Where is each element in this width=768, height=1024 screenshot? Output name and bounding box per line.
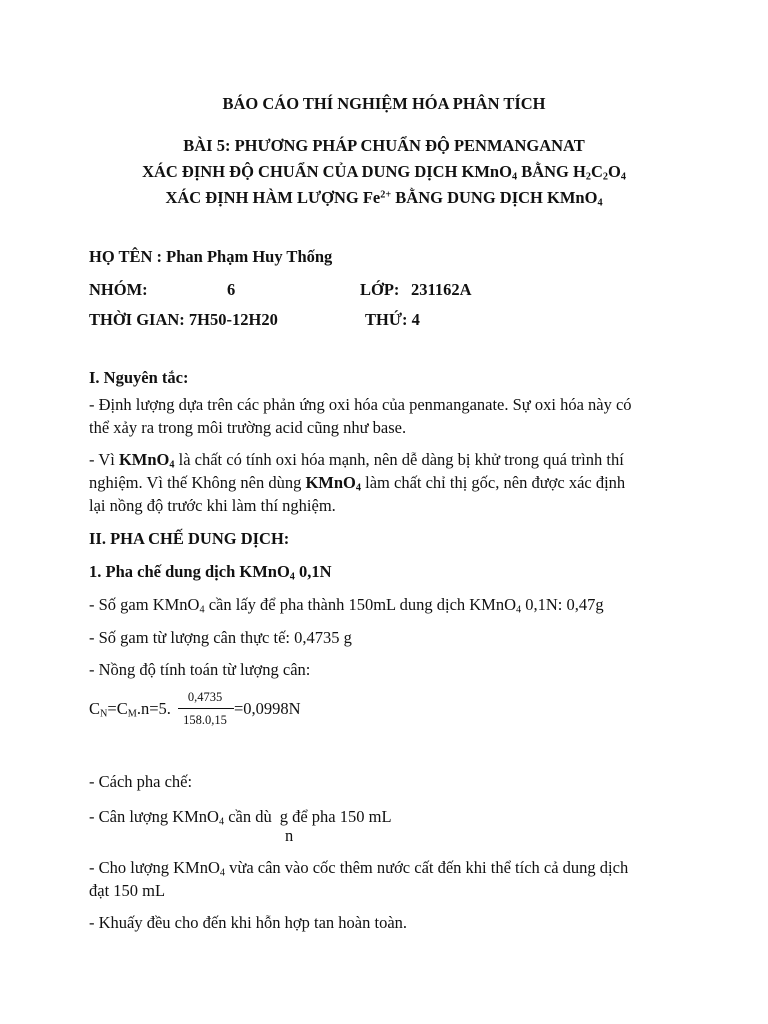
section-1-p1-line2-text: thể xảy ra trong môi trường acid cũng như base.	[89, 418, 407, 437]
section-2-subheading	[89, 562, 332, 582]
section-2-heading	[89, 529, 289, 549]
p2-line2-pre: nghiệm. Vì thế Không nên dùng	[89, 473, 306, 492]
superscript-charge: 2+	[380, 189, 392, 201]
subtitle-2	[0, 188, 768, 208]
section-2-heading-text: II. PHA CHẾ DUNG DỊCH:	[89, 529, 290, 548]
subtitle-2-suffix: BẰNG DUNG DỊCH KMnO	[391, 188, 598, 207]
subheading-pre: 1. Pha chế dung dịch KMnO	[89, 562, 290, 581]
subtitle-1-prefix: XÁC ĐỊNH ĐỘ CHUẨN CỦA DUNG DỊCH KMnO	[142, 162, 512, 181]
bullet-5-under	[285, 826, 293, 846]
section-1-p2-line3	[89, 496, 336, 516]
bullet-5-post: g để pha 150 mL	[279, 807, 392, 826]
group-label-text: NHÓM:	[89, 280, 148, 299]
section-1-p1-line1-text: - Định lượng dựa trên các phản ứng oxi hóa của penmanganate. Sự oxi hóa này có	[89, 395, 632, 414]
subscript-4e: 4	[355, 482, 361, 494]
bullet-2	[89, 628, 352, 648]
bullet-5-pre: - Cân lượng KMnO	[89, 807, 219, 826]
subtitle-1-oxygen: O	[607, 162, 621, 181]
bullet-1-end: 0,1N: 0,47g	[521, 595, 604, 614]
group-value	[227, 280, 235, 300]
bullet-4-text: - Cách pha chế:	[89, 772, 193, 791]
student-name-text: HỌ TÊN : Phan Phạm Huy Thống	[89, 247, 333, 266]
formula-numerator	[176, 690, 234, 704]
lesson-title-text: BÀI 5: PHƯƠNG PHÁP CHUẨN ĐỘ PENMANGANAT	[183, 136, 585, 155]
section-1-p1-line1	[89, 395, 632, 415]
bullet-5-mid: cần dù	[224, 807, 272, 826]
bullet-7	[89, 913, 407, 933]
report-title-text: BÁO CÁO THÍ NGHIỆM HÓA PHÂN TÍCH	[222, 94, 546, 113]
p2-line3-text: lại nồng độ trước khi làm thí nghiệm.	[89, 496, 336, 515]
subtitle-2-prefix: XÁC ĐỊNH HÀM LƯỢNG Fe	[165, 188, 381, 207]
bullet-6	[89, 858, 628, 878]
bullet-1-post: cần lấy để pha thành 150mL dung dịch KMnO	[204, 595, 517, 614]
class-label	[360, 280, 399, 300]
day-label-text: THỨ: 4	[365, 310, 420, 329]
p2-line1-bold: KMnO	[118, 450, 170, 469]
subtitle-1-mid: BẰNG H	[517, 162, 586, 181]
subscript-4h: 4	[516, 604, 522, 616]
section-1-p1-line2	[89, 418, 406, 438]
subscript-4b: 4	[620, 171, 626, 183]
formula-c: C	[89, 699, 101, 718]
bullet-5	[89, 807, 392, 827]
time-label-text: THỜI GIAN: 7H50-12H20	[89, 310, 278, 329]
bullet-6-line2-text: đạt 150 mL	[89, 881, 166, 900]
subtitle-1-carbon: C	[590, 162, 603, 181]
class-label-text: LỚP:	[360, 280, 400, 299]
section-1-p2-line1	[89, 450, 624, 470]
fraction-bar	[178, 708, 234, 709]
subscript-4g: 4	[199, 604, 205, 616]
subscript-2: 2	[585, 171, 591, 183]
section-1-heading	[89, 368, 188, 388]
subscript-4c: 4	[597, 197, 603, 209]
class-value-text: 231162A	[411, 280, 472, 299]
bullet-1-pre: - Số gam KMnO	[89, 595, 200, 614]
formula-result	[234, 699, 301, 719]
subscript-4i: 4	[218, 816, 225, 828]
report-title	[0, 94, 768, 114]
bullet-6-pre: - Cho lượng KMnO	[89, 858, 220, 877]
subscript-2b: 2	[602, 171, 608, 183]
subtitle-1	[0, 162, 768, 182]
subscript-4f: 4	[289, 571, 295, 583]
subscript-4d: 4	[169, 459, 175, 471]
bullet-4	[89, 772, 192, 792]
class-value	[411, 280, 472, 300]
formula-sub-n: N	[100, 708, 108, 720]
section-1-heading-text: I. Nguyên tắc:	[89, 368, 189, 387]
subheading-post: 0,1N	[294, 562, 332, 581]
bullet-5-under-text: n	[285, 826, 294, 845]
formula-eq: =C	[107, 699, 128, 718]
formula-denominator-text: 158.0,15	[183, 713, 227, 727]
bullet-2-text: - Số gam từ lượng cân thực tế: 0,4735 g	[89, 628, 352, 647]
bullet-6-post: vừa cân vào cốc thêm nước cất đến khi thể tích cả dung dịch	[225, 858, 629, 877]
bullet-1	[89, 595, 604, 615]
subscript-4: 4	[511, 171, 518, 183]
subscript-4j: 4	[219, 867, 225, 879]
p2-line1-pre: - Vì	[89, 450, 119, 469]
group-value-text: 6	[227, 280, 236, 299]
lesson-title	[0, 136, 768, 156]
formula-rest: .n=5.	[136, 699, 171, 718]
section-1-p2-line2	[89, 473, 625, 493]
student-name	[89, 247, 332, 267]
bullet-3	[89, 660, 310, 680]
formula-result-text: =0,0998N	[234, 699, 301, 718]
time-label	[89, 310, 278, 330]
bullet-3-text: - Nồng độ tính toán từ lượng cân:	[89, 660, 311, 679]
formula-numerator-text: 0,4735	[187, 690, 223, 704]
bullet-6-line2	[89, 881, 165, 901]
group-label	[89, 280, 148, 300]
formula-sub-m: M	[127, 708, 137, 720]
formula-left	[89, 699, 171, 719]
p2-line2-post: làm chất chỉ thị gốc, nên được xác định	[361, 473, 626, 492]
day-label	[365, 310, 420, 330]
bullet-7-text: - Khuấy đều cho đến khi hỗn hợp tan hoàn toàn.	[89, 913, 408, 932]
p2-line2-bold: KMnO	[305, 473, 356, 492]
p2-line1-post: là chất có tính oxi hóa mạnh, nên dễ dàng bị khử trong quá trình thí	[174, 450, 624, 469]
formula-denominator	[176, 713, 234, 727]
